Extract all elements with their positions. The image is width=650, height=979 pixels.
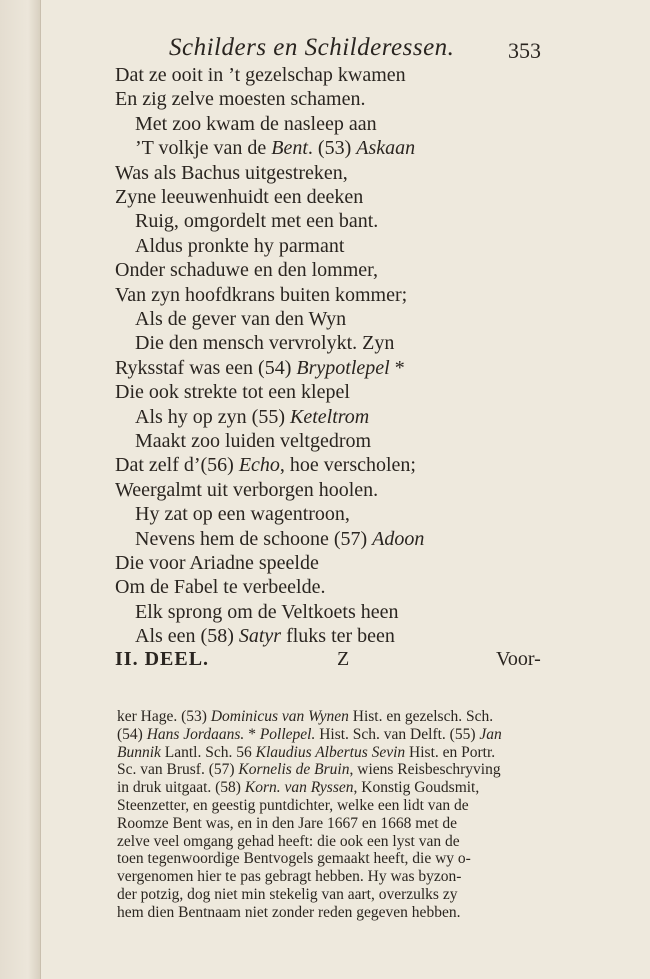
footnote-segment: vergenomen hier te pas gebragt hebben. Hy was byzon-: [117, 868, 462, 886]
verse-line: [135, 623, 395, 649]
footnote-segment: ker Hage. (53): [117, 708, 211, 725]
footnote-line: [117, 779, 479, 797]
footnote-segment: Bunnik: [117, 743, 161, 761]
footnote-line: [117, 761, 501, 779]
left-page-margin: [0, 0, 41, 979]
footnote-segment: Dominicus van Wynen: [210, 708, 349, 725]
verse-line: [115, 477, 378, 503]
verse-segment: Ryksstaf was een (54): [115, 356, 297, 379]
verse-line: [135, 233, 344, 259]
verse-line: [115, 257, 378, 283]
running-title: Schilders en Schilderessen.: [169, 34, 455, 61]
footnote-line: [117, 886, 457, 904]
book-page: [41, 0, 650, 979]
footnote-segment: toen tegenwoordige Bentvogels gemaakt heeft, die wy o-: [117, 850, 471, 868]
footnote-segment: zelve veel omgang gehad heeft: die ook een lyst van de: [117, 832, 460, 850]
verse-segment: Maakt zoo luiden veltgedrom: [135, 430, 372, 452]
footnote-segment: Hist. Sch. van Delft. (55): [315, 725, 480, 743]
footnote-segment: Lantl. Sch. 56: [160, 743, 256, 761]
verse-segment: Als een (58): [135, 625, 239, 648]
verse-segment: En zig zelve moesten schamen.: [115, 88, 366, 111]
footnote-line: [117, 797, 469, 815]
footnote-line: [117, 850, 471, 868]
verse-segment: Die voor Ariadne speelde: [115, 552, 319, 574]
verse-segment: Was als Bachus uitgestreken,: [115, 161, 348, 184]
page-number: 353: [508, 38, 541, 63]
verse-line: [115, 379, 350, 405]
verse-line: [135, 135, 415, 161]
verse-line: [135, 306, 346, 332]
verse-line: [135, 428, 371, 454]
footnote-segment: Korn. van Ryssen: [244, 779, 354, 797]
verse-segment: Onder schaduwe en den lommer,: [115, 259, 378, 282]
verse-segment: Die den mensch vervrolykt. Zyn: [135, 332, 395, 355]
verse-segment: Om de Fabel te verbeelde.: [115, 576, 326, 599]
footnote-segment: (54): [117, 725, 147, 743]
verse-segment: , hoe verscholen;: [279, 454, 416, 477]
footnote-segment: Roomze Bent was, en in den Jare 1667 en 1668 met de: [117, 814, 458, 832]
footnote-segment: Kornelis de Bruin: [238, 761, 350, 779]
footnote-line: [117, 744, 495, 762]
verse-line: [135, 599, 398, 625]
verse-segment: Hy zat op een wagentroon,: [135, 503, 350, 526]
verse-segment: Als hy op zyn (55): [135, 405, 290, 428]
verse-segment: Nevens hem de schoone (57): [135, 527, 373, 550]
page-header: [41, 32, 650, 64]
verse-line: [135, 404, 369, 430]
verse-line: [115, 282, 407, 308]
footnote-line: [117, 708, 493, 726]
volume-signature: II. DEEL.: [115, 648, 210, 670]
verse-segment: Brypotlepel: [296, 356, 390, 379]
footnote-segment: Pollepel.: [259, 725, 316, 743]
verse-line: [115, 160, 348, 186]
verse-segment: Bent: [271, 137, 308, 160]
footnote-segment: Jan: [479, 725, 502, 743]
verse-segment: Dat ze ooit in ’t gezelschap kwamen: [115, 64, 406, 86]
footnote-segment: Klaudius Albertus Sevin: [255, 743, 406, 761]
gathering-mark: Z: [337, 648, 350, 670]
verse-segment: Als de gever van den Wyn: [135, 308, 347, 330]
verse-segment: Adoon: [372, 527, 425, 550]
verse-line: [135, 330, 394, 356]
verse-segment: Die ook strekte tot een klepel: [115, 381, 350, 404]
footnote-segment: Hist. en Portr.: [405, 743, 496, 761]
footnote-line: [117, 726, 502, 744]
verse-line: [115, 86, 365, 112]
verse-segment: Zyne leeuwenhuidt een deeken: [115, 186, 364, 208]
footnote-segment: Steenzetter, en geestig puntdichter, welke een lidt van de: [117, 797, 469, 814]
verse-segment: Aldus pronkte hy parmant: [135, 234, 345, 257]
footnote-line: [117, 815, 457, 833]
verse-segment: fluks ter been: [281, 625, 395, 648]
footnote-segment: der potzig, dog niet min stekelig van aart, overzulks zy: [117, 886, 458, 903]
verse-segment: Satyr: [238, 625, 282, 648]
verse-line: [115, 574, 325, 600]
verse-segment: Elk sprong om de Veltkoets heen: [135, 600, 399, 623]
verse-line: [115, 62, 406, 88]
footnote-segment: Sc. van Brusf. (57): [117, 761, 239, 779]
verse-line: [115, 550, 319, 576]
footnote-segment: Hist. en gezelsch. Sch.: [348, 708, 494, 725]
footnote-line: [117, 833, 460, 851]
verse-segment: Met zoo kwam de nasleep aan: [135, 112, 377, 135]
verse-segment: Dat zelf d’(56): [115, 454, 239, 477]
verse-line: [115, 452, 416, 478]
verse-line: [135, 111, 377, 137]
footnote-line: [117, 904, 460, 922]
verse-segment: ’T volkje van de: [135, 137, 272, 160]
verse-segment: *: [389, 356, 405, 379]
catchword: Voor-: [496, 648, 541, 670]
verse-line: [115, 355, 405, 381]
footnote-line: [117, 868, 461, 886]
verse-segment: . (53): [307, 137, 357, 160]
verse-segment: Keteltrom: [289, 405, 370, 428]
verse-segment: Echo: [238, 454, 280, 477]
verse-line: [135, 526, 424, 552]
verse-line: [115, 184, 363, 210]
footnote-segment: *: [244, 725, 260, 743]
footnote-segment: , wiens Reisbeschryving: [349, 761, 501, 779]
verse-segment: Ruig, omgordelt met een bant.: [135, 210, 379, 233]
signature-row: [41, 648, 650, 674]
verse-line: [135, 208, 378, 234]
verse-line: [135, 501, 350, 527]
verse-segment: Weergalmt uit verborgen hoolen.: [115, 478, 379, 501]
footnote-segment: hem dien Bentnaam niet zonder reden gegeven hebben.: [117, 903, 461, 921]
footnote-segment: in druk uitgaat. (58): [117, 779, 245, 797]
footnote-segment: Hans Jordaans.: [146, 725, 245, 743]
footnote-segment: , Konstig Goudsmit,: [353, 779, 480, 797]
verse-segment: Askaan: [356, 137, 416, 160]
verse-segment: Van zyn hoofdkrans buiten kommer;: [115, 283, 408, 306]
